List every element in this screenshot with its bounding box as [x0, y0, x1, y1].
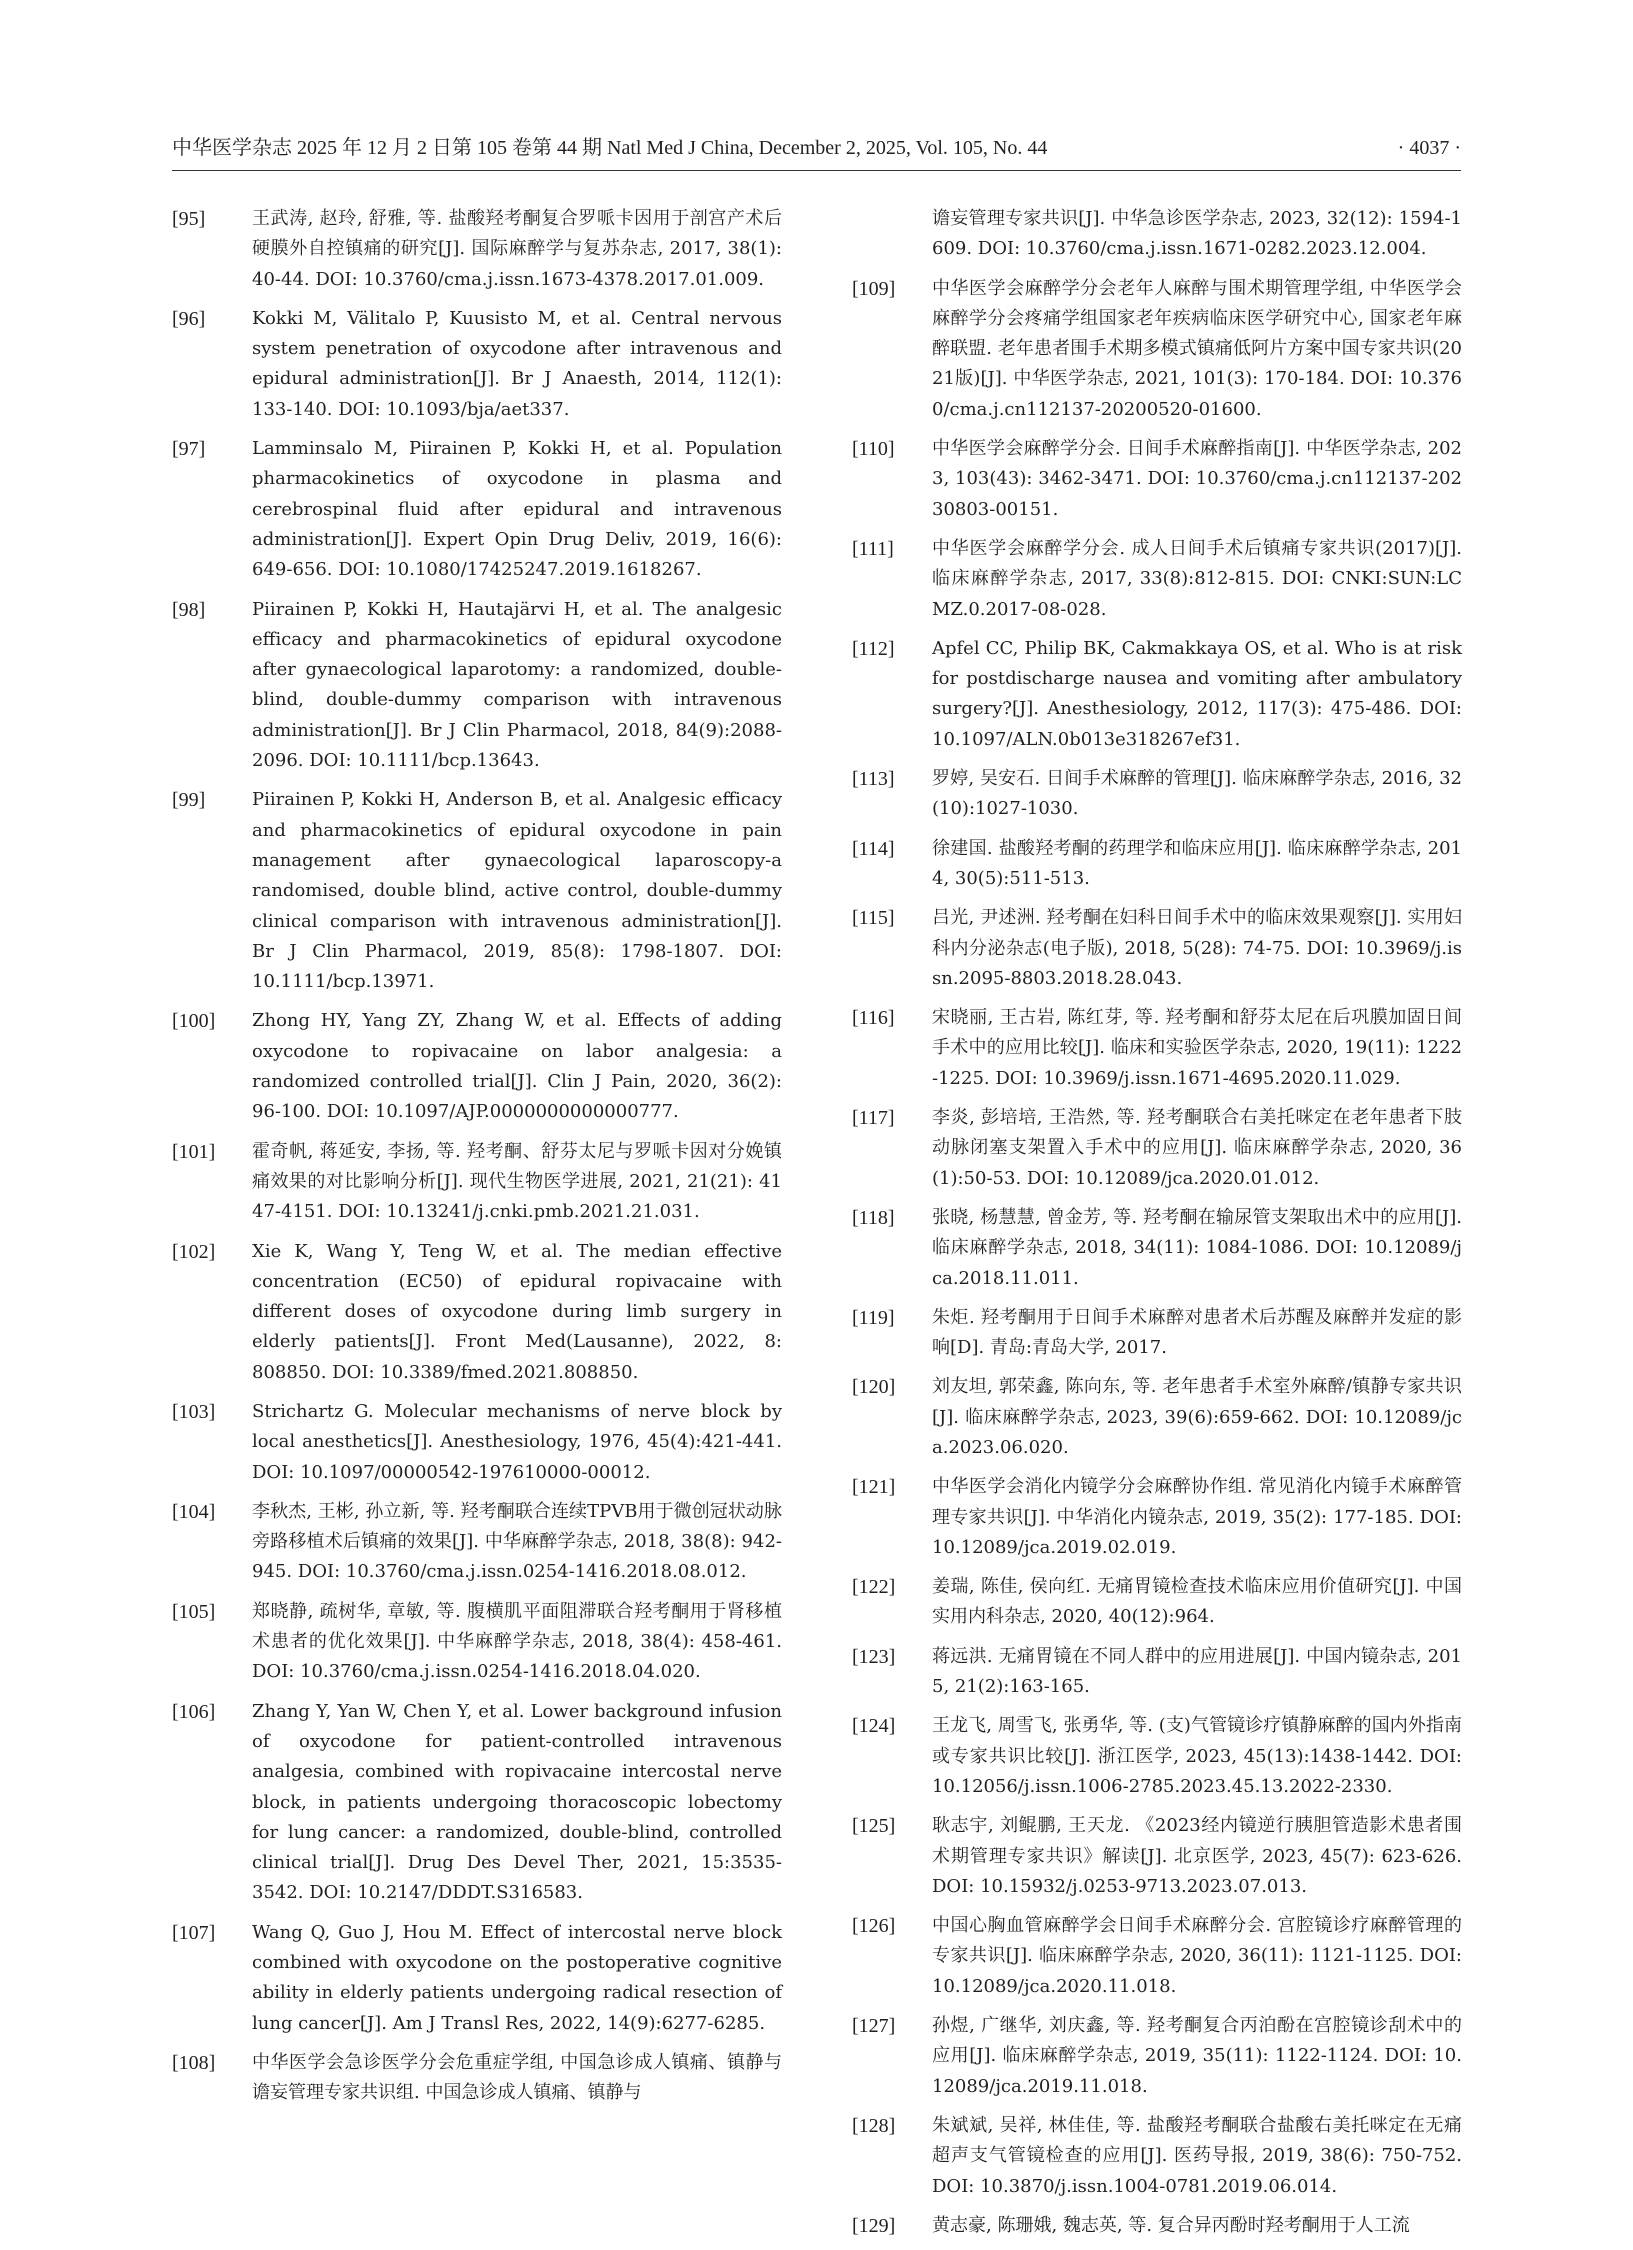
reference-entry [852, 1911, 1462, 2002]
reference-number: [108] [172, 2051, 216, 2074]
reference-text: Xie K, Wang Y, Teng W, et al. The median effective concentration (EC50) of epidural ropivacaine with different doses of oxycodone during limb surgery in elderly patients[J]. Front Med(Lausanne), 2022, 8: 808850. DOI: 10.3389/fmed.2021.808850. [252, 1240, 782, 1383]
reference-text: 中华医学会麻醉学分会. 成人日间手术后镇痛专家共识(2017)[J]. 临床麻醉学杂志, 2017, 33(8):812-815. DOI: CNKI:SUN:LCMZ.0.2017-08-028. [932, 537, 1462, 620]
reference-entry [852, 1303, 1462, 1364]
reference-entry [852, 1103, 1462, 1194]
reference-number: [126] [852, 1915, 896, 1938]
reference-text: 孙煜, 广继华, 刘庆鑫, 等. 羟考酮复合丙泊酚在宫腔镜诊刮术中的应用[J]. 临床麻醉学杂志, 2019, 35(11): 1122-1124. DOI: 10.12089/jca.2019.11.018. [932, 2015, 1462, 2097]
reference-entry [172, 1006, 782, 1127]
reference-number: [114] [852, 837, 895, 860]
reference-number: [99] [172, 789, 206, 812]
reference-entry [852, 2211, 1462, 2241]
reference-text: 张晓, 杨慧慧, 曾金芳, 等. 羟考酮在输尿管支架取出术中的应用[J]. 临床麻醉学杂志, 2018, 34(11): 1084-1086. DOI: 10.12089/jca.2018.11.011. [932, 1206, 1462, 1289]
reference-entry [172, 595, 782, 777]
reference-text: 徐建国. 盐酸羟考酮的药理学和临床应用[J]. 临床麻醉学杂志, 2014, 30(5):511-513. [932, 837, 1462, 889]
reference-text: 宋晓丽, 王古岩, 陈红芽, 等. 羟考酮和舒芬太尼在后巩膜加固日间手术中的应用比较[J]. 临床和实验医学杂志, 2020, 19(11): 1222-1225. DOI: 10.3969/j.issn.1671-4695.2020.11.029. [932, 1007, 1462, 1089]
reference-entry [852, 1372, 1462, 1463]
reference-number: [110] [852, 438, 895, 461]
reference-text: 刘友坦, 郭荣鑫, 陈向东, 等. 老年患者手术室外麻醉/镇静专家共识[J]. 临床麻醉学杂志, 2023, 39(6):659-662. DOI: 10.12089/jca.2023.06.020. [932, 1376, 1462, 1458]
reference-number: [128] [852, 2114, 896, 2137]
reference-text: 中华医学会急诊医学分会危重症学组, 中国急诊成人镇痛、镇静与谵妄管理专家共识组. 中国急诊成人镇痛、镇静与 [252, 2051, 782, 2104]
reference-text: 郑晓静, 疏树华, 章敏, 等. 腹横肌平面阻滞联合羟考酮用于肾移植术患者的优化效果[J]. 中华麻醉学杂志, 2018, 38(4): 458-461. DOI: 10.3760/cma.j.issn.0254-1416.2018.04.020. [252, 1600, 782, 1683]
reference-text: 王龙飞, 周雪飞, 张勇华, 等. (支)气管镜诊疗镇静麻醉的国内外指南或专家共识比较[J]. 浙江医学, 2023, 45(13):1438-1442. DOI: 10.12056/j.issn.1006-2785.2023.45.13.2022-2330. [932, 1715, 1462, 1797]
reference-text: 中华医学会麻醉学分会老年人麻醉与围术期管理学组, 中华医学会麻醉学分会疼痛学组国家老年疾病临床医学研究中心, 国家老年麻醉联盟. 老年患者围手术期多模式镇痛低阿片方案中国专家共识(2021版)[J]. 中华医学杂志, 2021, 101(3): 170-184. DOI: 10.3760/cma.j.cn112137-20200520-01600. [932, 277, 1462, 420]
reference-text: 中国心胸血管麻醉学会日间手术麻醉分会. 宫腔镜诊疗麻醉管理的专家共识[J]. 临床麻醉学杂志, 2020, 36(11): 1121-1125. DOI: 10.12089/jca.2020.11.018. [932, 1915, 1462, 1997]
reference-entry [172, 1137, 782, 1228]
reference-entry [852, 434, 1462, 525]
reference-entry [852, 1642, 1462, 1703]
reference-entry [852, 2111, 1462, 2202]
page-number: · 4037 · [1397, 137, 1461, 159]
reference-number: [119] [852, 1306, 895, 1329]
reference-number: [104] [172, 1500, 216, 1523]
reference-entry [852, 1472, 1462, 1563]
reference-text: 李炎, 彭培培, 王浩然, 等. 羟考酮联合右美托咪定在老年患者下肢动脉闭塞支架置入手术中的应用[J]. 临床麻醉学杂志, 2020, 36(1):50-53. DOI: 10.12089/jca.2020.01.012. [932, 1107, 1462, 1189]
reference-text: 中华医学会麻醉学分会. 日间手术麻醉指南[J]. 中华医学杂志, 2023, 103(43): 3462-3471. DOI: 10.3760/cma.j.cn112137-20230803-00151. [932, 438, 1462, 520]
reference-entry [172, 204, 782, 295]
reference-text: 王武涛, 赵玲, 舒雅, 等. 盐酸羟考酮复合罗哌卡因用于剖宫产术后硬膜外自控镇痛的研究[J]. 国际麻醉学与复苏杂志, 2017, 38(1): 40-44. DOI: 10.3760/cma.j.issn.1673-4378.2017.01.009. [252, 208, 782, 290]
reference-text: 朱炬. 羟考酮用于日间手术麻醉对患者术后苏醒及麻醉并发症的影响[D]. 青岛:青岛大学, 2017. [932, 1306, 1462, 1359]
reference-entry [172, 1697, 782, 1909]
reference-text: Strichartz G. Molecular mechanisms of nerve block by local anesthetics[J]. Anesthesiology, 1976, 45(4):421-441. DOI: 10.1097/00000542-197610000-00012. [252, 1400, 782, 1483]
running-header [172, 130, 1461, 171]
reference-text: 李秋杰, 王彬, 孙立新, 等. 羟考酮联合连续TPVB用于微创冠状动脉旁路移植术后镇痛的效果[J]. 中华麻醉学杂志, 2018, 38(8): 942-945. DOI: 10.3760/cma.j.issn.0254-1416.2018.08.012. [252, 1500, 782, 1583]
reference-entry [852, 834, 1462, 895]
reference-entry [172, 1397, 782, 1488]
reference-number: [111] [852, 537, 894, 560]
reference-number: [117] [852, 1107, 895, 1130]
reference-number: [103] [172, 1400, 216, 1423]
reference-text: Piirainen P, Kokki H, Hautajärvi H, et al. The analgesic efficacy and pharmacokinetics of epidural oxycodone after gynaecological laparotomy: a randomized, double-blind, double-dummy comparison with intravenous administration[J]. Br J Clin Pharmacol, 2018, 84(9):2088-2096. DOI: 10.1111/bcp.13643. [252, 598, 782, 772]
reference-entry [172, 304, 782, 425]
reference-text: 蒋远洪. 无痛胃镜在不同人群中的应用进展[J]. 中国内镜杂志, 2015, 21(2):163-165. [932, 1645, 1462, 1698]
reference-number: [121] [852, 1476, 896, 1499]
reference-entry [852, 1572, 1462, 1633]
reference-text: Zhang Y, Yan W, Chen Y, et al. Lower background infusion of oxycodone for patient-controlled intravenous analgesia, combined with ropivacaine intercostal nerve block, in patients undergoing thoracoscopic lobectomy for lung cancer: a randomized, double-blind, controlled clinical trial[J]. Drug Des Devel Ther, 2021, 15:3535-3542. DOI: 10.2147/DDDT.S316583. [252, 1700, 782, 1904]
reference-number: [127] [852, 2015, 896, 2038]
reference-entry [172, 1237, 782, 1388]
reference-number: [95] [172, 208, 206, 230]
reference-text: 姜瑞, 陈佳, 侯向红. 无痛胃镜检查技术临床应用价值研究[J]. 中国实用内科杂志, 2020, 40(12):964. [932, 1576, 1462, 1628]
reference-text: 谵妄管理专家共识[J]. 中华急诊医学杂志, 2023, 32(12): 1594-1609. DOI: 10.3760/cma.j.issn.1671-0282.2023.12.004. [932, 208, 1462, 260]
reference-number: [105] [172, 1600, 216, 1623]
reference-number: [124] [852, 1715, 896, 1738]
reference-entry [852, 1203, 1462, 1294]
reference-number: [123] [852, 1645, 896, 1668]
reference-entry [852, 534, 1462, 625]
reference-entry [852, 1003, 1462, 1094]
reference-entry [852, 764, 1462, 825]
reference-text: Wang Q, Guo J, Hou M. Effect of intercostal nerve block combined with oxycodone on the postoperative cognitive ability in elderly patients undergoing radical resection of lung cancer[J]. Am J Transl Res, 2022, 14(9):6277-6285. [252, 1921, 782, 2034]
reference-text: 吕光, 尹述洲. 羟考酮在妇科日间手术中的临床效果观察[J]. 实用妇科内分泌杂志(电子版), 2018, 5(28): 74-75. DOI: 10.3969/j.issn.2095-8803.2018.28.043. [932, 907, 1462, 989]
reference-text: 罗婷, 吴安石. 日间手术麻醉的管理[J]. 临床麻醉学杂志, 2016, 32(10):1027-1030. [932, 768, 1462, 820]
reference-entry-continued [852, 204, 1462, 265]
reference-number: [106] [172, 1700, 216, 1723]
reference-entry [172, 2048, 782, 2109]
reference-number: [97] [172, 438, 206, 461]
reference-entry [172, 1597, 782, 1688]
reference-text: 霍奇帆, 蒋延安, 李扬, 等. 羟考酮、舒芬太尼与罗哌卡因对分娩镇痛效果的对比影响分析[J]. 现代生物医学进展, 2021, 21(21): 4147-4151. DOI: 10.13241/j.cnki.pmb.2021.21.031. [252, 1140, 782, 1223]
reference-entry [172, 1497, 782, 1588]
reference-entry [852, 1811, 1462, 1902]
reference-number: [96] [172, 307, 206, 330]
reference-number: [107] [172, 1921, 216, 1944]
reference-entry [852, 903, 1462, 994]
reference-number: [112] [852, 637, 895, 660]
reference-text: Apfel CC, Philip BK, Cakmakkaya OS, et al. Who is at risk for postdischarge nausea and vomiting after ambulatory surgery?[J]. Anesthesiology, 2012, 117(3): 475-486. DOI: 10.1097/ALN.0b013e318267ef31. [932, 637, 1462, 750]
reference-entry [172, 785, 782, 997]
reference-number: [109] [852, 277, 896, 300]
reference-text: Zhong HY, Yang ZY, Zhang W, et al. Effects of adding oxycodone to ropivacaine on labor analgesia: a randomized controlled trial[J]. Clin J Pain, 2020, 36(2): 96-100. DOI: 10.1097/AJP.0000000000000777. [252, 1010, 782, 1123]
reference-number: [102] [172, 1240, 216, 1263]
reference-text: 黄志豪, 陈珊娥, 魏志英, 等. 复合异丙酚时羟考酮用于人工流 [932, 2214, 1410, 2236]
reference-text: 朱斌斌, 吴祥, 林佳佳, 等. 盐酸羟考酮联合盐酸右美托咪定在无痛超声支气管镜检查的应用[J]. 医药导报, 2019, 38(6): 750-752. DOI: 10.3870/j.issn.1004-0781.2019.06.014. [932, 2114, 1462, 2197]
reference-entry [852, 274, 1462, 425]
reference-number: [113] [852, 768, 895, 791]
reference-number: [122] [852, 1576, 896, 1599]
reference-text: 中华医学会消化内镜学分会麻醉协作组. 常见消化内镜手术麻醉管理专家共识[J]. 中华消化内镜杂志, 2019, 35(2): 177-185. DOI: 10.12089/jca.2019.02.019. [932, 1476, 1462, 1558]
reference-entry [172, 1918, 782, 2039]
reference-column-left [172, 204, 782, 2118]
reference-number: [129] [852, 2214, 896, 2237]
journal-citation-line: 中华医学杂志 2025 年 12 月 2 日第 105 卷第 44 期 Natl Med J China, December 2, 2025, Vol. 105, No. 44 [172, 137, 1048, 159]
reference-number: [118] [852, 1206, 895, 1229]
reference-number: [100] [172, 1010, 216, 1033]
reference-entry [172, 434, 782, 585]
reference-number: [98] [172, 598, 206, 621]
reference-number: [101] [172, 1140, 216, 1163]
reference-column-right [852, 204, 1462, 2250]
reference-text: Kokki M, Välitalo P, Kuusisto M, et al. Central nervous system penetration of oxycodone after intravenous and epidural administration[J]. Br J Anaesth, 2014, 112(1): 133-140. DOI: 10.1093/bja/aet337. [252, 307, 782, 420]
reference-number: [115] [852, 907, 895, 930]
reference-entry [852, 2011, 1462, 2102]
reference-number: [125] [852, 1815, 896, 1838]
reference-entry [852, 634, 1462, 755]
reference-number: [120] [852, 1376, 896, 1399]
reference-number: [116] [852, 1007, 895, 1030]
reference-text: Piirainen P, Kokki H, Anderson B, et al. Analgesic efficacy and pharmacokinetics of epidural oxycodone in pain management after gynaecological laparoscopy-a randomised, double blind, active control, double-dummy clinical comparison with intravenous administration[J]. Br J Clin Pharmacol, 2019, 85(8): 1798-1807. DOI: 10.1111/bcp.13971. [252, 789, 782, 993]
reference-text: Lamminsalo M, Piirainen P, Kokki H, et al. Population pharmacokinetics of oxycodone in plasma and cerebrospinal fluid after epidural and intravenous administration[J]. Expert Opin Drug Deliv, 2019, 16(6): 649-656. DOI: 10.1080/17425247.2019.1618267. [252, 438, 782, 581]
reference-entry [852, 1711, 1462, 1802]
reference-text: 耿志宇, 刘鲲鹏, 王天龙. 《2023经内镜逆行胰胆管造影术患者围术期管理专家共识》解读[J]. 北京医学, 2023, 45(7): 623-626. DOI: 10.15932/j.0253-9713.2023.07.013. [932, 1815, 1462, 1897]
